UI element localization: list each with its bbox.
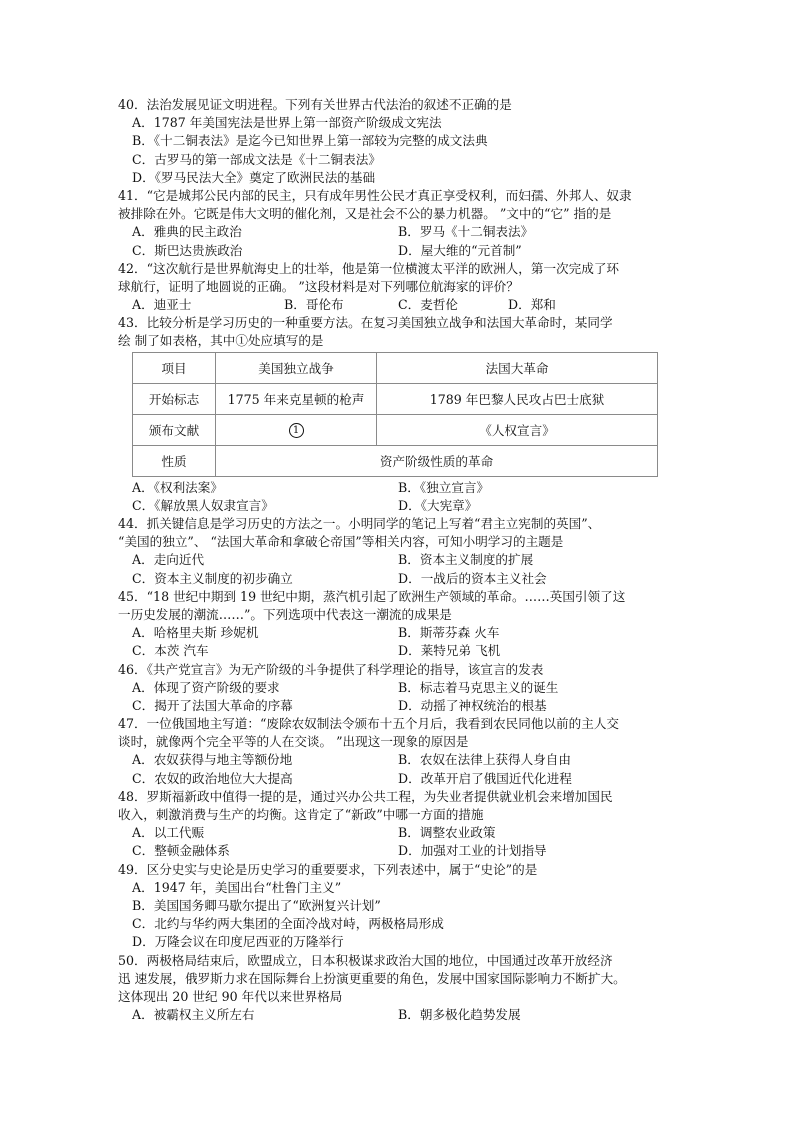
table-cell: 资产阶级性质的革命	[216, 445, 658, 476]
question-stem: 这体现出 20 世纪 90 年代以来世界格局	[118, 988, 343, 1004]
options-row	[118, 479, 688, 497]
options-row	[118, 679, 688, 697]
table-cell: 1775 年来克星顿的枪声	[216, 383, 377, 414]
question-stem: 球航行，证明了地圆说的正确。 ”这段材料是对下列哪位航海家的评价？	[118, 278, 519, 294]
comparison-table	[132, 352, 658, 477]
options-row	[118, 242, 688, 260]
question-46	[118, 661, 688, 716]
options-row	[118, 570, 688, 588]
question-stem: 被排除在外。它既是伟大文明的催化剂，又是社会不公的暴力机器。 ”文中的“它” 指的是	[118, 206, 612, 222]
question-stem: 迅 速发展，俄罗斯力求在国际舞台上扮演更重要的角色，发展中国家国际影响力不断扩大。	[118, 970, 626, 986]
option-c: C．古罗马的第一部成文法是《十二铜表法》	[132, 151, 381, 167]
question-48	[118, 788, 688, 861]
option-d: D．郑和	[508, 297, 556, 313]
option-d: D．动摇了神权统治的根基	[398, 697, 547, 713]
exam-page	[118, 96, 688, 1024]
option-c: C．北约与华约两大集团的全面冷战对峙，两极格局形成	[132, 916, 444, 932]
option-c: C．麦哲伦	[398, 297, 459, 313]
option-d: D．莱特兄弟 飞机	[398, 643, 501, 659]
question-49	[118, 861, 688, 952]
option-a: A．1787 年美国宪法是世界上第一部资产阶级成文宪法	[132, 115, 442, 131]
option-d: D．一战后的资本主义社会	[398, 570, 547, 586]
option-d: D．改革开启了俄国近代化进程	[398, 770, 572, 786]
table-cell: 开始标志	[133, 383, 216, 414]
question-stem: “美国的独立”、 “法国大革命和拿破仑帝国”等相关内容，可知小明学习的主题是	[118, 534, 564, 550]
question-stem: 40．法治发展见证文明进程。下列有关世界古代法治的叙述不正确的是	[118, 97, 512, 112]
option-b: B．调整农业政策	[398, 825, 496, 841]
options-row	[118, 697, 688, 715]
option-c: C．本茨 汽车	[132, 643, 209, 659]
table-row	[133, 445, 658, 476]
question-stem: 46．《共产党宣言》为无产阶级的斗争提供了科学理论的指导，该宣言的发表	[118, 661, 544, 677]
option-c: C．资本主义制度的初步确立	[132, 570, 293, 586]
question-stem: 45．“18 世纪中期到 19 世纪中期，蒸汽机引起了欧洲生产领域的革命。……英国引领了这	[118, 588, 626, 604]
options-row	[118, 624, 688, 642]
question-50	[118, 952, 688, 1025]
table-cell-blank	[216, 414, 377, 445]
option-a: A．迪亚士	[132, 297, 192, 313]
option-d: D．万隆会议在印度尼西亚的万隆举行	[132, 934, 344, 950]
question-stem: 48．罗斯福新政中值得一提的是，通过兴办公共工程，为失业者提供就业机会来增加国民	[118, 788, 613, 804]
question-stem: 49．区分史实与史论是历史学习的重要要求，下列表述中，属于“史论”的是	[118, 861, 538, 877]
question-stem: 一历史发展的潮流……”。下列选项中代表这一潮流的成果是	[118, 606, 452, 622]
option-a: A．1947 年，美国出台“杜鲁门主义”	[132, 879, 342, 895]
option-a: A．哈格里夫斯 珍妮机	[132, 625, 259, 641]
options-row	[118, 296, 688, 314]
option-b: B．美国国务卿马歇尔提出了“欧洲复兴计划”	[132, 897, 381, 913]
question-47	[118, 715, 688, 788]
option-c: C．《解放黑人奴隶宣言》	[132, 497, 274, 513]
options-row	[118, 223, 688, 241]
option-b: B．资本主义制度的扩展	[398, 552, 534, 568]
blank-marker-circled-1: 1	[289, 423, 304, 438]
table-row	[133, 414, 658, 445]
option-b: B．《十二铜表法》是迄今已知世界上第一部较为完整的成文法典	[132, 133, 488, 149]
table-header-row	[133, 352, 658, 383]
table-cell: 《人权宣言》	[377, 414, 658, 445]
question-42	[118, 260, 688, 315]
options-row	[118, 824, 688, 842]
option-c: C．揭开了法国大革命的序幕	[132, 697, 293, 713]
option-b: B．斯蒂芬森 火车	[398, 625, 500, 641]
table-cell: 法国大革命	[377, 352, 658, 383]
question-stem: 谈时，就像两个完全平等的人在交谈。 ”出现这一现象的原因是	[118, 734, 469, 750]
table-cell: 1789 年巴黎人民攻占巴士底狱	[377, 383, 658, 414]
table-cell: 性质	[133, 445, 216, 476]
question-43	[118, 314, 688, 515]
option-b: B．朝多极化趋势发展	[398, 1007, 521, 1023]
question-45	[118, 588, 688, 661]
options-row	[118, 751, 688, 769]
question-40	[118, 96, 688, 187]
question-stem: 44．抓关键信息是学习历史的方法之一。小明同学的笔记上写着“君主立宪制的英国”、	[118, 516, 601, 531]
option-b: B．哥伦布	[284, 297, 344, 313]
question-stem: 42．“这次航行是世界航海史上的壮举，他是第一位横渡太平洋的欧洲人，第一次完成了环	[118, 260, 620, 276]
question-44	[118, 515, 688, 588]
option-b: B．《独立宣言》	[398, 479, 490, 495]
options-row	[118, 551, 688, 569]
option-b: B．标志着马克思主义的诞生	[398, 679, 559, 695]
table-cell: 项目	[133, 352, 216, 383]
question-stem: 43．比较分析是学习历史的一种重要方法。在复习美国独立战争和法国大革命时，某同学	[118, 315, 613, 331]
option-c: C．农奴的政治地位大大提高	[132, 770, 293, 786]
question-stem: 绘 制了如表格，其中①处应填写的是	[118, 333, 324, 349]
option-d: D．《大宪章》	[398, 497, 478, 513]
options-row	[118, 842, 688, 860]
option-a: A．雅典的民主政治	[132, 224, 242, 240]
table-cell: 美国独立战争	[216, 352, 377, 383]
question-stem: 47．一位俄国地主写道：“废除农奴制法令颁布十五个月后，我看到农民同他以前的主人交	[118, 716, 620, 732]
option-a: A．以工代赈	[132, 825, 205, 841]
option-d: D．加强对工业的计划指导	[398, 843, 547, 859]
option-c: C．整顿金融体系	[132, 843, 230, 859]
table-cell: 颁布文献	[133, 414, 216, 445]
option-a: A．农奴获得与地主等额份地	[132, 752, 293, 768]
option-a: A．体现了资产阶级的要求	[132, 679, 280, 695]
option-c: C．斯巴达贵族政治	[132, 242, 243, 258]
option-a: A．《权利法案》	[132, 479, 223, 495]
option-d: D．屋大维的“元首制”	[398, 242, 522, 258]
table-row	[133, 383, 658, 414]
option-d: D．《罗马民法大全》奠定了欧洲民法的基础	[132, 169, 376, 185]
option-a: A．被霸权主义所左右	[132, 1007, 255, 1023]
option-b: B．农奴在法律上获得人身自由	[398, 752, 571, 768]
options-row	[118, 497, 688, 515]
question-stem: 收入，刺激消费与生产的均衡。这肯定了“新政”中哪一方面的措施	[118, 807, 484, 822]
options-row	[118, 1006, 688, 1024]
options-row	[118, 770, 688, 788]
question-stem: 41．“它是城邦公民内部的民主，只有成年男性公民才真正享受权利，而妇孺、外邦人、奴隶	[118, 187, 632, 203]
option-a: A．走向近代	[132, 552, 205, 568]
option-b: B．罗马《十二铜表法》	[398, 224, 534, 240]
question-41	[118, 187, 688, 260]
question-stem: 50．两极格局结束后，欧盟成立，日本积极谋求政治大国的地位，中国通过改革开放经济	[118, 952, 613, 968]
options-row	[118, 642, 688, 660]
